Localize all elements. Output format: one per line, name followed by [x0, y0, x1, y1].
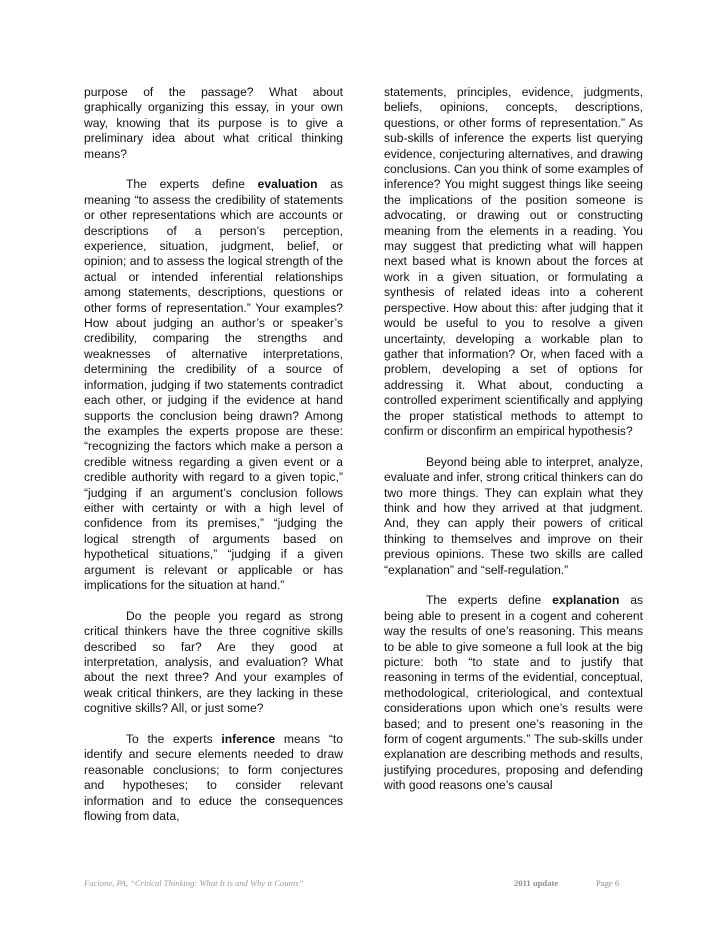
footer-update: 2011 update: [514, 878, 559, 888]
page-footer: [84, 878, 644, 892]
paragraph-inference: [84, 732, 343, 824]
paragraph-two-more-skills: Beyond being able to interpret, analyze, evaluate and infer, strong critical thinkers can do two more things. They can explain what they think and how they arrived at that judgment. And, they can apply their powers of critical thinking to themselves and improve on their previous opinions. These two skills are called “explanation” and “self-regulation.”: [384, 454, 643, 577]
inference-definition: means “to identify and secure elements needed to draw reasonable conclusions; to form conjectures and hypotheses; to consider relevant information and to educe the consequences flowing from data,: [84, 732, 343, 824]
term-explanation: explanation: [552, 593, 620, 608]
explanation-intro: The experts define: [426, 593, 553, 608]
evaluation-intro: The experts define: [126, 177, 258, 192]
left-column: [84, 85, 343, 824]
paragraph-explanation: [384, 593, 643, 793]
right-column: [384, 85, 643, 794]
paragraph-inference-continued: statements, principles, evidence, judgments, beliefs, opinions, concepts, descriptions, questions, or other forms of representation.” As sub-skills of inference the experts list querying evidence, conjecturing alternatives, and drawing conclusions. Can you think of some examples of inference? You might suggest things like seeing the implications of the position someone is advocating, or drawing out or constructing meaning from the elements in a reading. You may suggest that predicting what will happen next based what is known about the forces at work in a given situation, or formulating a synthesis of related ideas into a coherent perspective. How about this: after judging that it would be useful to you to resolve a given uncertainty, developing a workable plan to gather that information? Or, when faced with a problem, developing a set of options for addressing it. What about, conducting a controlled experiment scientifically and applying the proper statistical methods to attempt to confirm or disconfirm an empirical hypothesis?: [384, 85, 643, 438]
inference-intro: To the experts: [126, 732, 222, 747]
term-evaluation: evaluation: [257, 177, 318, 192]
footer-page-number: Page 6: [596, 878, 620, 888]
paragraph-strong-thinkers: Do the people you regard as strong critical thinkers have the three cognitive skills described so far? Are they good at interpretation, analysis, and evaluation? What about the next three? And your examples of weak critical thinkers, are they lacking in these cognitive skills? All, or just some?: [84, 608, 343, 716]
paragraph-purpose: purpose of the passage? What about graphically organizing this essay, in your own way, knowing that its purpose is to give a preliminary idea about what critical thinking means?: [84, 85, 343, 161]
footer-citation: Facione, PA, “Critical Thinking: What It is and Why it Counts”: [84, 878, 304, 888]
term-inference: inference: [221, 732, 276, 747]
explanation-definition: as being able to present in a cogent and coherent way the results of one’s reasoning. This means to be able to give someone a full look at the big picture: both “to state and to justify that reasoning in terms of the evidential, conceptual, methodological, criteriological, and contextual considerations upon which one’s results were based; and to present one’s reasoning in the form of cogent arguments.” The sub-skills under explanation are describing methods and results, justifying procedures, proposing and defending with good reasons one’s causal: [384, 593, 643, 793]
evaluation-definition: as meaning “to assess the credibility of statements or other representations which are accounts or descriptions of a person’s perception, experience, situation, judgment, belief, or opinion; and to assess the logical strength of the actual or intended inferential relationships among statements, descriptions, questions or other forms of representation.” Your examples? How about judging an author’s or speaker’s credibility, comparing the strengths and weaknesses of alternative interpretations, determining the credibility of a source of information, judging if two statements contradict each other, or judging if the evidence at hand supports the conclusion being drawn? Among the examples the experts propose are these: “recognizing the factors which make a person a credible witness regarding a given event or a credible authority with regard to a given topic,” “judging if an argument’s conclusion follows either with certainty or with a high level of confidence from its premises,” “judging the logical strength of arguments based on hypothetical situations,” “judging if a given argument is relevant or applicable or has implications for the situation at hand.”: [84, 177, 343, 592]
paragraph-evaluation: [84, 177, 343, 593]
